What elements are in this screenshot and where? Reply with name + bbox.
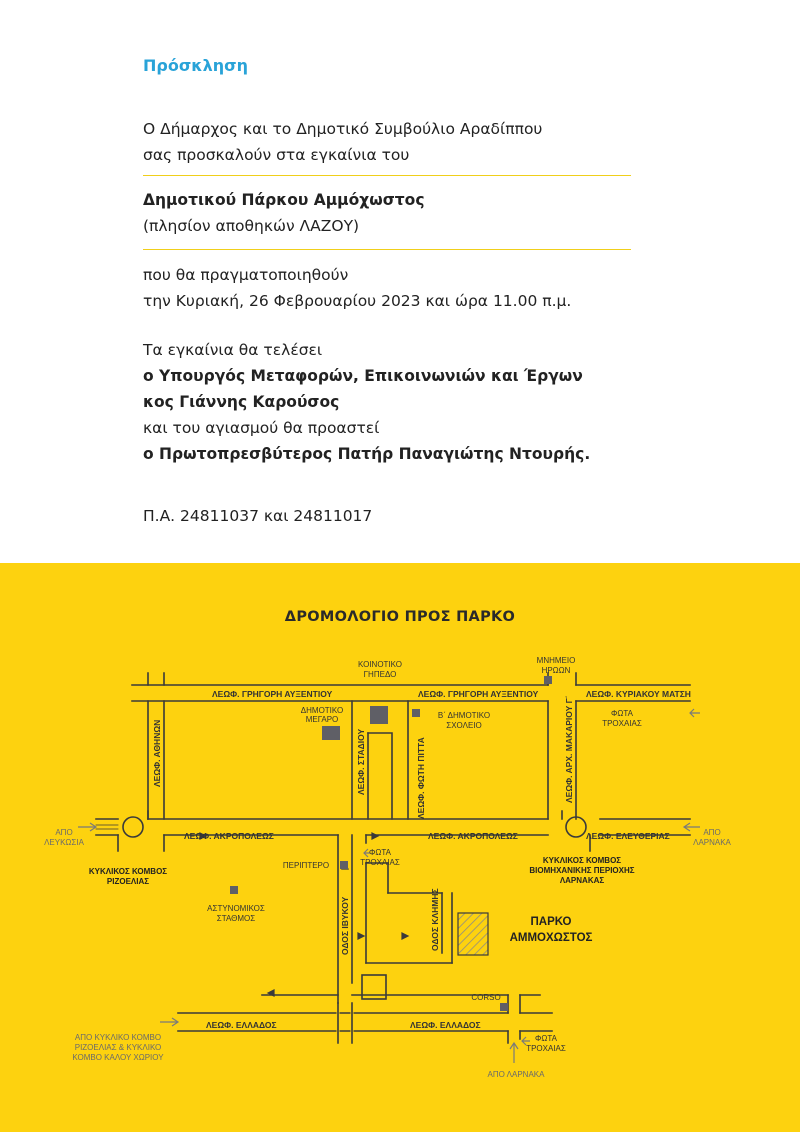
marker-dimotiko-megaro — [322, 726, 340, 740]
label-school-2: ΣΧΟΛΕΙΟ — [446, 721, 482, 730]
intro-line-2: σας προσκαλούν στα εγκαίνια του — [143, 146, 410, 164]
roundabout-right — [566, 817, 586, 837]
label-roundabout-left-2: ΡΙΖΟΕΛΙΑΣ — [106, 877, 150, 886]
label-corso: CORSO — [471, 993, 501, 1002]
map-title: ΔΡΟΜΟΛΟΓΙΟ ΠΡΟΣ ΠΑΡΚΟ — [284, 609, 516, 625]
priest-name: ο Πρωτοπρεσβύτερος Πατήρ Παναγιώτης Ντουρής. — [143, 445, 591, 463]
marker-periptero — [340, 861, 348, 869]
road-ellados-gap — [338, 1013, 352, 1031]
invitation-heading: Πρόσκληση — [143, 56, 249, 75]
arrow-from-lefkosia — [78, 823, 96, 831]
label-from-larnaka-1: ΑΠΟ — [703, 828, 721, 837]
label-foti-pitta: ΛΕΩΦ. ΦΩΤΗ ΠΙΤΤΑ — [416, 737, 426, 819]
marker-police — [230, 886, 238, 894]
arrow-ivykou — [358, 933, 364, 939]
label-klimis: ΟΔΟΣ ΚΛΗΜΗΣ — [430, 888, 440, 951]
label-gipedo-1: ΚΟΙΝΟΤΙΚΟ — [358, 660, 402, 669]
marker-school — [412, 709, 420, 717]
when-block — [143, 262, 663, 314]
divider-top — [143, 175, 631, 176]
label-police-1: ΑΣΤΥΝΟΜΙΚΟΣ — [207, 904, 265, 913]
label-park-2: ΑΜΜΟΧΩΣΤΟΣ — [509, 932, 593, 944]
park-name: Δημοτικού Πάρκου Αμμόχωστος — [143, 191, 425, 209]
road-klimis — [442, 893, 452, 963]
label-from-larnaka-2: ΛΑΡΝΑΚΑ — [693, 838, 731, 847]
label-lights-mid-2: ΤΡΟΧΑΙΑΣ — [360, 858, 400, 867]
marker-corso — [500, 1003, 508, 1011]
when-line-1: που θα πραγματοποιηθούν — [143, 266, 349, 284]
label-ellados-left: ΛΕΩΦ. ΕΛΛΑΔΟΣ — [206, 1020, 277, 1030]
approach-arrows — [78, 709, 700, 1063]
minister-name: κος Γιάννης Καρούσος — [143, 393, 340, 411]
officiant-block — [143, 337, 663, 467]
label-ivykou: ΟΔΟΣ ΙΒΥΚΟΥ — [340, 896, 350, 955]
roundabout-left — [123, 817, 143, 837]
rsvp-phones: Π.Α. 24811037 και 24811017 — [143, 507, 373, 525]
label-athinon: ΛΕΩΦ. ΑΘΗΝΩΝ — [152, 719, 162, 787]
label-from-kyklos-1: ΑΠΟ ΚΥΚΛΙΚΟ ΚΟΜΒΟ — [74, 1033, 162, 1042]
label-roundabout-right-2: ΒΙΟΜΗΧΑΝΙΚΗΣ ΠΕΡΙΟΧΗΣ — [529, 866, 635, 875]
label-mnimeio-1: ΜΝΗΜΕΙΟ — [536, 656, 576, 665]
road-stadiou-block — [368, 733, 392, 819]
park-location: (πλησίον αποθηκών ΛΑΖΟΥ) — [143, 217, 360, 235]
label-roundabout-right-1: ΚΥΚΛΙΚΟΣ ΚΟΜΒΟΣ — [542, 856, 622, 865]
label-lights-bottom-2: ΤΡΟΧΑΙΑΣ — [526, 1044, 566, 1053]
label-from-larnaka-bottom: ΑΠΟ ΛΑΡΝΑΚΑ — [487, 1070, 545, 1079]
label-akropoleos-left: ΛΕΩΦ. ΑΚΡΟΠΟΛΕΩΣ — [184, 831, 274, 841]
label-roundabout-right-3: ΛΑΡΝΑΚΑΣ — [559, 876, 605, 885]
divider-bottom — [143, 249, 631, 250]
arrow-from-larnaka-bottom — [510, 1043, 518, 1063]
label-lights-top-2: ΤΡΟΧΑΙΑΣ — [602, 719, 642, 728]
arrow-from-larnaka — [684, 823, 700, 831]
label-stadiou: ΛΕΩΦ. ΣΤΑΔΙΟΥ — [356, 728, 366, 795]
label-from-lefkosia-2: ΛΕΥΚΩΣΙΑ — [44, 838, 84, 847]
intro-block — [143, 116, 663, 168]
road-ivykou-bottom — [338, 1003, 352, 1043]
marker-mnimeio — [544, 676, 552, 684]
label-ellados-right: ΛΕΩΦ. ΕΛΛΑΔΟΣ — [410, 1020, 481, 1030]
arrow-akropoleos-right — [372, 833, 378, 839]
arrow-from-kyklos — [160, 1018, 178, 1026]
route-map — [0, 563, 800, 1132]
when-line-2: την Κυριακή, 26 Φεβρουαρίου 2023 και ώρα 11.00 π.μ. — [143, 292, 572, 310]
minister-title: ο Υπουργός Μεταφορών, Επικοινωνιών και Έργων — [143, 367, 583, 385]
label-roundabout-left-1: ΚΥΚΛΙΚΟΣ ΚΟΜΒΟΣ — [88, 867, 168, 876]
rsvp-block — [143, 503, 663, 529]
label-lights-mid-1: ΦΩΤΑ — [369, 848, 391, 857]
label-park-1: ΠΑΡΚΟ — [530, 916, 572, 928]
label-periptero: ΠΕΡΙΠΤΕΡΟ — [282, 861, 330, 870]
label-eleftherias: ΛΕΩΦ. ΕΛΕΥΘΕΡΙΑΣ — [586, 831, 670, 841]
label-from-lefkosia-1: ΑΠΟ — [55, 828, 73, 837]
map-drawing — [0, 563, 800, 1132]
map-markers — [230, 676, 552, 1011]
label-from-kyklos-3: ΚΟΜΒΟ ΚΑΛΟΥ ΧΩΡΙΟΥ — [72, 1053, 164, 1062]
label-makariou: ΛΕΩΦ. ΑΡΧ. ΜΑΚΑΡΙΟΥ Γ΄ — [564, 695, 574, 803]
label-grigori-left: ΛΕΩΦ. ΓΡΗΓΟΡΗ ΑΥΞΕΝΤΙΟΥ — [212, 689, 333, 699]
road-ivykou-side — [366, 863, 388, 963]
road-athinon-top — [148, 673, 164, 685]
park-block — [143, 187, 663, 239]
label-gipedo-2: ΓΗΠΕΔΟ — [363, 670, 397, 679]
blessing-intro: και του αγιασμού θα προαστεί — [143, 419, 380, 437]
label-grigori-right: ΛΕΩΦ. ΓΡΗΓΟΡΗ ΑΥΞΕΝΤΙΟΥ — [418, 689, 539, 699]
intro-line-1: Ο Δήμαρχος και το Δημοτικό Συμβούλιο Αραδίππου — [143, 120, 543, 138]
label-akropoleos-right: ΛΕΩΦ. ΑΚΡΟΠΟΛΕΩΣ — [428, 831, 518, 841]
officiant-intro: Τα εγκαίνια θα τελέσει — [143, 341, 323, 359]
label-lights-top-1: ΦΩΤΑ — [611, 709, 633, 718]
road-corso-stub — [508, 995, 520, 1013]
label-school-1: Β΄ ΔΗΜΟΤΙΚΟ — [437, 711, 491, 720]
label-police-2: ΣΤΑΘΜΟΣ — [216, 914, 256, 923]
label-megaro-1: ΔΗΜΟΤΙΚΟ — [300, 706, 344, 715]
label-megaro-2: ΜΕΓΑΡΟ — [305, 715, 339, 724]
road-bottom-stub — [508, 1031, 520, 1043]
marker-gipedo — [370, 706, 388, 724]
label-lights-bottom-1: ΦΩΤΑ — [535, 1034, 557, 1043]
label-mnimeio-2: ΗΡΩΩΝ — [541, 666, 571, 675]
roundabout-left-arms — [118, 811, 164, 851]
road-akropoleos-inner — [96, 825, 118, 829]
label-from-kyklos-2: ΡΙΖΟΕΛΙΑΣ & ΚΥΚΛΙΚΟ — [74, 1043, 162, 1052]
park-area — [458, 913, 488, 955]
park-labels — [510, 916, 593, 944]
label-kyriakou-matsi: ΛΕΩΦ. ΚΥΡΙΑΚΟΥ ΜΑΤΣΗ — [586, 689, 691, 699]
arrow-klimis-link — [402, 933, 408, 939]
arrow-lights-top — [690, 709, 700, 717]
